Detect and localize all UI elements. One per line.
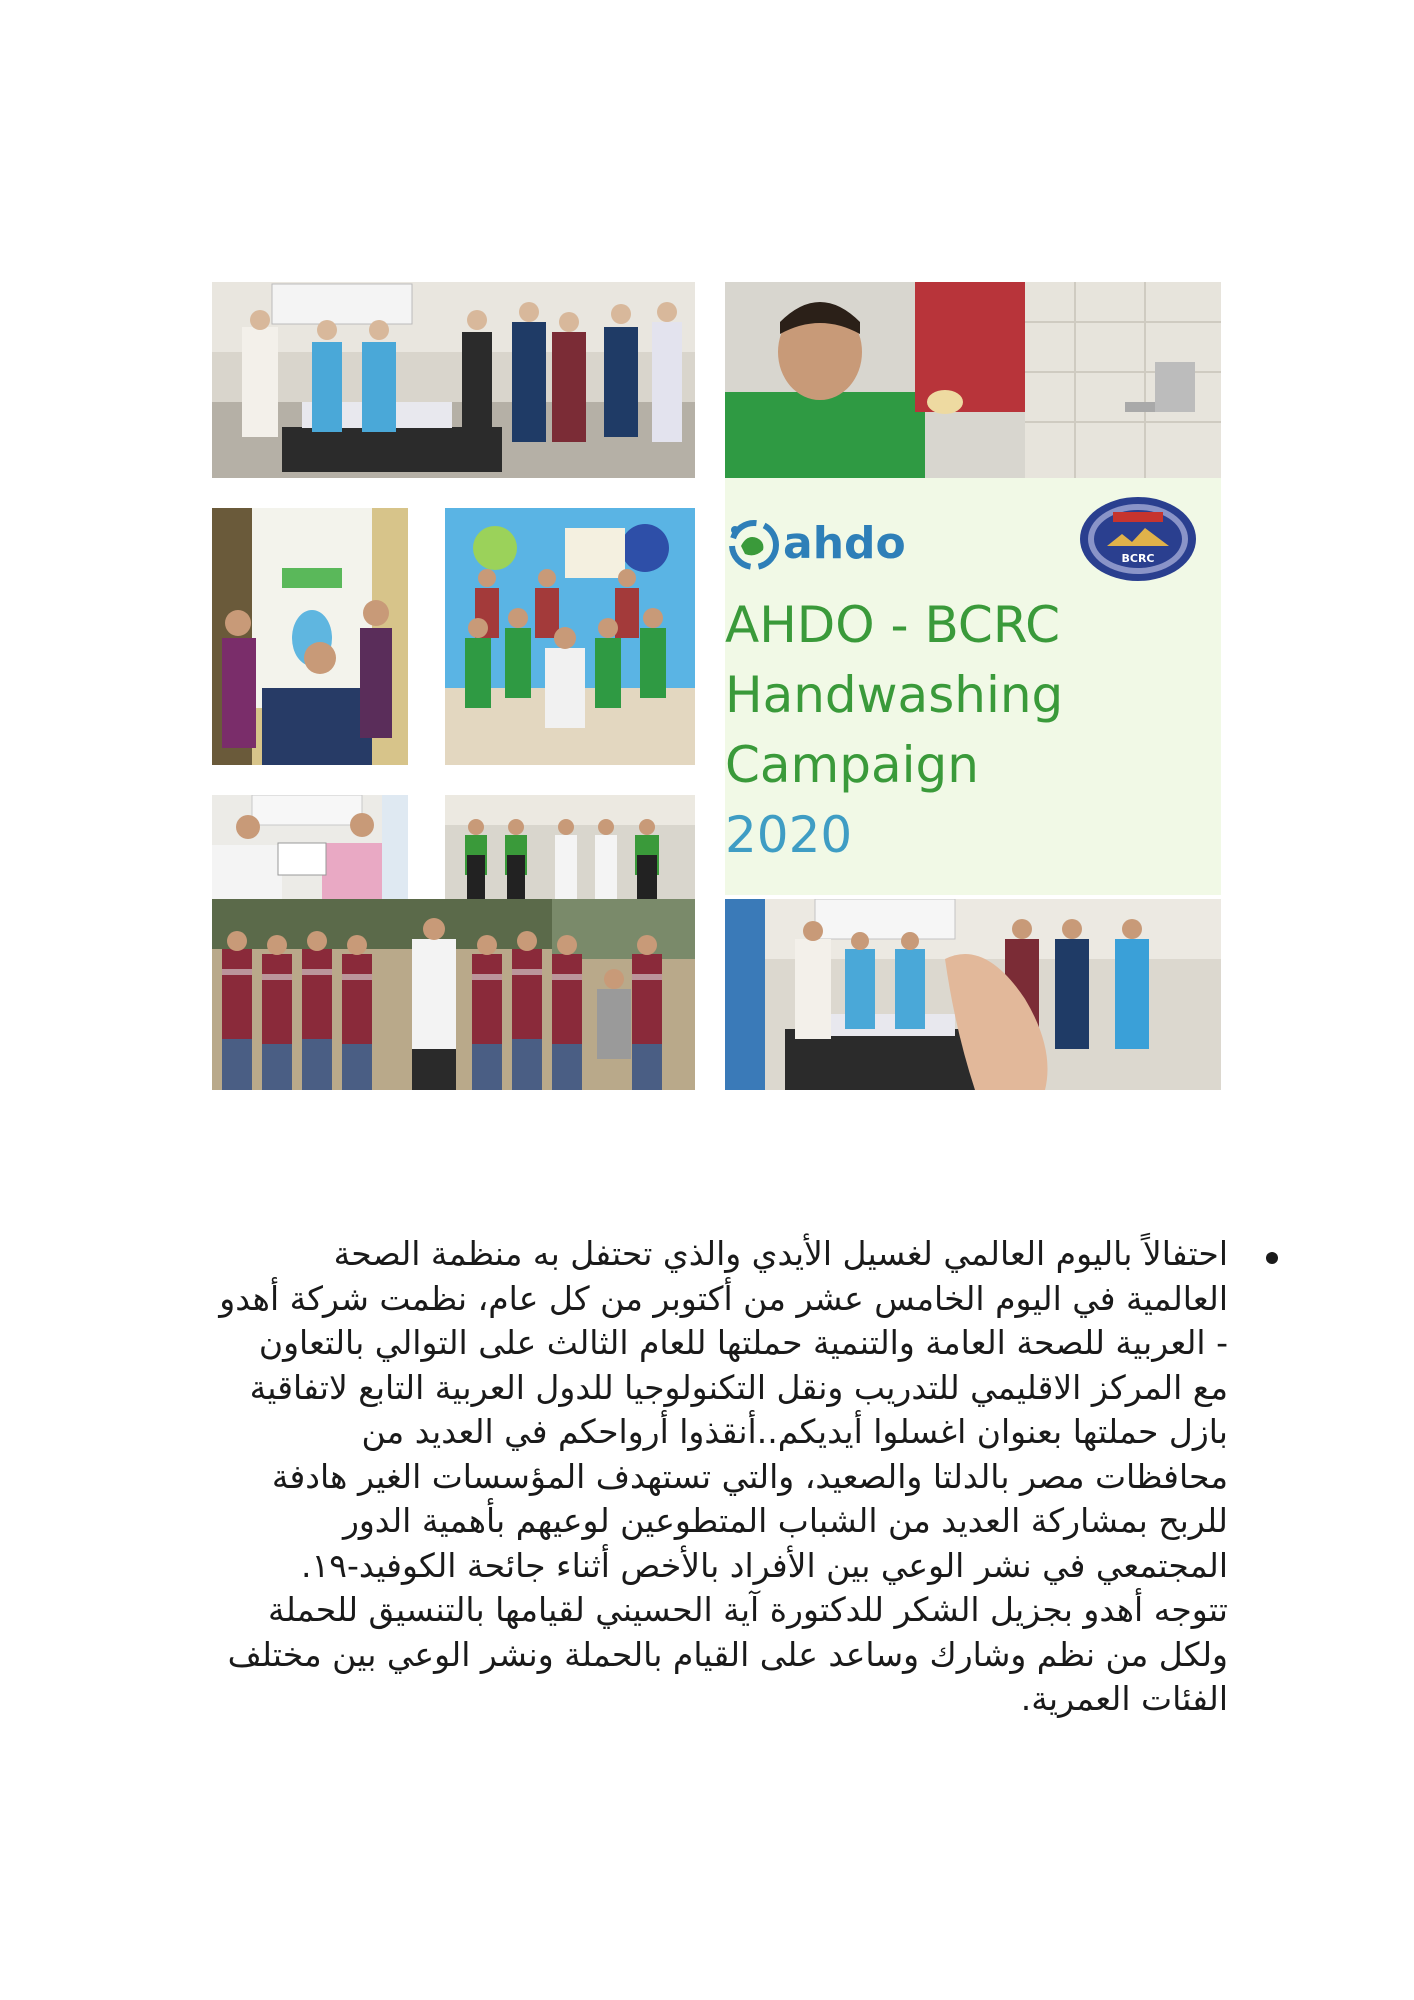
article-line: الفئات العمرية. [1020, 1679, 1228, 1718]
campaign-title [725, 590, 1221, 870]
campaign-title-line-3: Campaign [725, 736, 979, 794]
certificate-presentation-photo [212, 795, 408, 899]
article-text [100, 1232, 1290, 1722]
staff-in-aprons-group-photo [445, 795, 695, 899]
article-bullet-list [100, 1232, 1290, 1722]
article-line: بازل حملتها بعنوان اغسلوا أيديكم..أنقذوا أرواحكم في العديد من [361, 1412, 1228, 1451]
ahdo-logo [725, 510, 925, 580]
campaign-year: 2020 [725, 806, 853, 864]
ahdo-globe-icon [725, 516, 783, 574]
article-line: محافظات مصر بالدلتا والصعيد، والتي تستهدف المؤسسات الغير هادفة [271, 1456, 1228, 1496]
students-in-striped-uniforms-photo [212, 899, 695, 1090]
article-line: للربح بمشاركة العديد من الشباب المتطوعين لوعيهم بأهمية الدور [342, 1501, 1228, 1540]
article-line: المجتمعي في نشر الوعي بين الأفراد بالأخص أثناء جائحة الكوفيد-١٩. [301, 1545, 1228, 1585]
article-line: - العربية للصحة العامة والتنمية حملتها للعام الثالث على التوالي بالتعاون [258, 1323, 1228, 1362]
article-line: ولكل من نظم وشارك وساعد على القيام بالحملة ونشر الوعي بين مختلف [227, 1634, 1228, 1674]
campaign-title-line-1: AHDO - BCRC [725, 596, 1060, 654]
hands-demonstration-photo [725, 899, 1221, 1090]
article-line: مع المركز الاقليمي للتدريب ونقل التكنولوجيا للدول العربية التابع لاتفاقية [249, 1367, 1228, 1407]
article-line: العالمية في اليوم الخامس عشر من أكتوبر من كل عام، نظمت شركة أهدو [219, 1278, 1228, 1318]
campaign-title-line-2: Handwashing [725, 666, 1064, 724]
classroom-group-raising-hands-photo [445, 508, 695, 765]
ahdo-logo-text: ahdo [783, 518, 906, 569]
campaign-promo-panel [725, 478, 1221, 895]
boy-washing-hands-photo [725, 282, 1221, 478]
article-bullet-item [100, 1232, 1290, 1722]
bcrc-seal-logo [1077, 494, 1199, 584]
bullet-dot-icon [1266, 1252, 1278, 1264]
article-line: تتوجه أهدو بجزيل الشكر للدكتورة آية الحسيني لقيامها بالتنسيق للحملة [268, 1590, 1228, 1629]
campaign-collage [212, 282, 1221, 1090]
article-line: احتفالاً باليوم العالمي لغسيل الأيدي والذي تحتفل به منظمة الصحة [333, 1234, 1228, 1273]
children-handwashing-poster-photo [212, 508, 408, 765]
volunteers-with-sanitizer-table-photo [212, 282, 695, 478]
svg-text:BCRC: BCRC [1121, 552, 1155, 565]
